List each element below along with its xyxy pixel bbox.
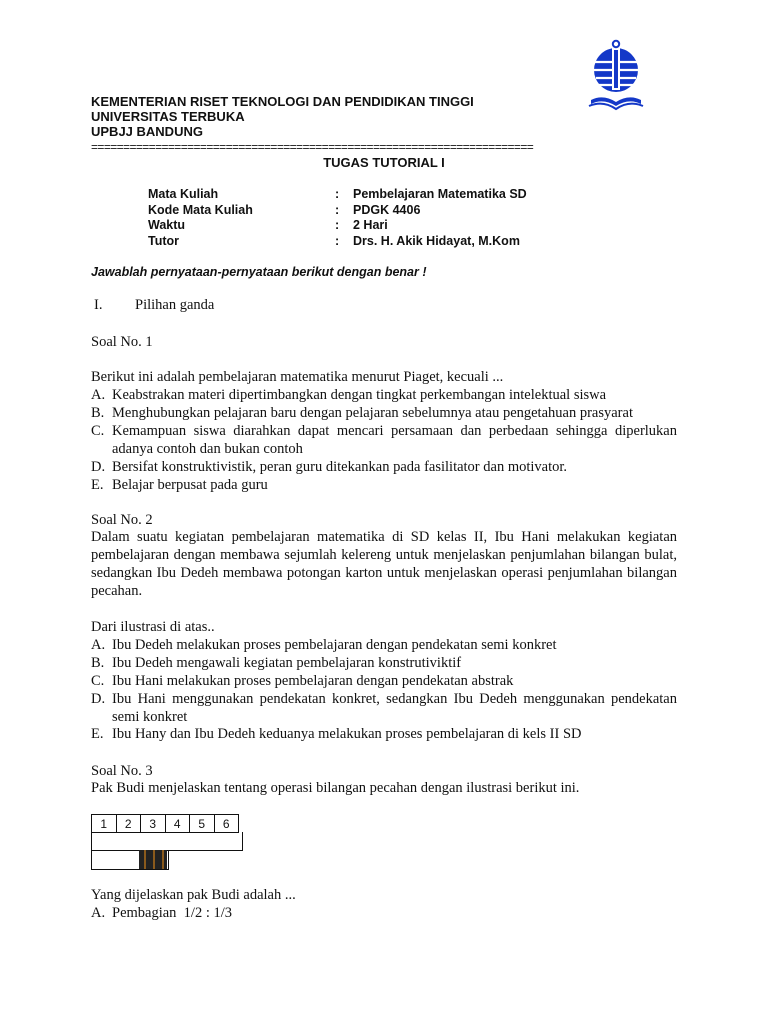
option-letter: C. bbox=[91, 673, 105, 689]
option-letter: A. bbox=[91, 387, 106, 403]
option-e bbox=[91, 476, 677, 494]
q2-text: Dalam suatu kegiatan pembelajaran matematika di SD kelas II, Ibu Hani melakukan kegiatan pembelajaran dengan membawa sejumlah kelereng untuk menjelaskan penjumlahan bilangan bulat, sedangkan Ibu Dedeh membawa potongan karton untuk menjelaskan operasi penjumlahan bilangan pecahan. bbox=[91, 529, 677, 599]
info-colon: : bbox=[335, 187, 340, 201]
option-c bbox=[91, 422, 677, 458]
info-colon: : bbox=[335, 203, 340, 217]
option-text: Ibu Dedeh melakukan proses pembelajaran dengan pendekatan semi konkret bbox=[112, 637, 557, 653]
ministry-name: KEMENTERIAN RISET TEKNOLOGI DAN PENDIDIKAN TINGGI bbox=[91, 94, 474, 109]
info-colon: : bbox=[335, 218, 340, 232]
option-letter: A. bbox=[91, 905, 106, 921]
option-a bbox=[91, 386, 677, 404]
info-value: PDGK 4406 bbox=[353, 203, 421, 217]
option-letter: B. bbox=[91, 405, 105, 421]
option-letter: C. bbox=[91, 423, 105, 439]
option-e bbox=[91, 725, 677, 743]
q1-heading: Soal No. 1 bbox=[91, 334, 153, 350]
q2-heading: Soal No. 2 bbox=[91, 512, 153, 528]
option-b bbox=[91, 404, 677, 422]
strip-cell: 3 bbox=[141, 815, 166, 833]
info-label: Tutor bbox=[148, 234, 180, 248]
header-separator: ===================================================================== bbox=[91, 140, 534, 154]
info-label: Kode Mata Kuliah bbox=[148, 203, 253, 217]
instruction: Jawablah pernyataan-pernyataan berikut dengan benar ! bbox=[91, 265, 427, 279]
university-logo bbox=[583, 38, 649, 114]
option-a bbox=[91, 904, 677, 922]
option-text: Ibu Hani melakukan proses pembelajaran dengan pendekatan abstrak bbox=[112, 673, 514, 689]
info-label: Mata Kuliah bbox=[148, 187, 219, 201]
option-text: Pembagian 1/2 : 1/3 bbox=[112, 905, 233, 921]
shaded-region bbox=[139, 850, 167, 869]
q3-prompt: Yang dijelaskan pak Budi adalah ... bbox=[91, 887, 296, 903]
option-letter: E. bbox=[91, 726, 104, 742]
university-name: UNIVERSITAS TERBUKA bbox=[91, 109, 245, 124]
q2-prompt: Dari ilustrasi di atas.. bbox=[91, 619, 215, 635]
option-text: Ibu Hani menggunakan pendekatan konkret, sedangkan Ibu Dedeh menggunakan pendekatan semi konkret bbox=[112, 691, 677, 725]
strip-cell: 2 bbox=[116, 815, 141, 833]
option-text: Bersifat konstruktivistik, peran guru ditekankan pada fasilitator dan motivator. bbox=[112, 459, 568, 475]
q1-text: Berikut ini adalah pembelajaran matematika menurut Piaget, kecuali ... bbox=[91, 369, 504, 385]
info-value: Pembelajaran Matematika SD bbox=[353, 187, 527, 201]
info-colon: : bbox=[335, 234, 340, 248]
option-text: Ibu Dedeh mengawali kegiatan pembelajaran konstrutiviktif bbox=[112, 655, 462, 671]
strip-cell: 5 bbox=[190, 815, 215, 833]
section-title: Pilihan ganda bbox=[135, 297, 215, 313]
option-letter: A. bbox=[91, 637, 106, 653]
upbjj-name: UPBJJ BANDUNG bbox=[91, 124, 203, 139]
option-text: Menghubungkan pelajaran baru dengan pelajaran sebelumnya atau pengetahuan prasyarat bbox=[112, 405, 633, 421]
option-d bbox=[91, 690, 677, 726]
option-text: Ibu Hany dan Ibu Dedeh keduanya melakukan proses pembelajaran di kels II SD bbox=[112, 726, 582, 742]
option-c bbox=[91, 672, 677, 690]
strip-cell: 4 bbox=[165, 815, 190, 833]
info-value: 2 Hari bbox=[353, 218, 388, 232]
fraction-strip-table bbox=[91, 814, 239, 833]
option-letter: E. bbox=[91, 477, 104, 493]
strip-cell: 1 bbox=[92, 815, 117, 833]
option-text: Keabstrakan materi dipertimbangkan dengan tingkat perkembangan intelektual siswa bbox=[112, 387, 607, 403]
info-label: Waktu bbox=[148, 218, 186, 232]
q3-heading: Soal No. 3 bbox=[91, 763, 153, 779]
section-number: I. bbox=[94, 297, 103, 313]
strip-cell: 6 bbox=[214, 815, 239, 833]
info-value: Drs. H. Akik Hidayat, M.Kom bbox=[353, 234, 520, 248]
option-text: Kemampuan siswa diarahkan dapat mencari persamaan dan perbedaan sehingga diperlukan adanya contoh dan bukan contoh bbox=[112, 423, 677, 457]
option-letter: D. bbox=[91, 459, 106, 475]
option-text: Belajar berpusat pada guru bbox=[112, 477, 268, 493]
page-title: TUGAS TUTORIAL I bbox=[323, 155, 445, 170]
option-d bbox=[91, 458, 677, 476]
option-letter: D. bbox=[91, 691, 106, 707]
q3-text: Pak Budi menjelaskan tentang operasi bilangan pecahan dengan ilustrasi berikut ini. bbox=[91, 780, 580, 796]
option-letter: B. bbox=[91, 655, 105, 671]
strip-row-half bbox=[91, 832, 243, 851]
option-a bbox=[91, 636, 677, 654]
universitas-terbuka-logo-icon bbox=[583, 38, 649, 114]
option-b bbox=[91, 654, 677, 672]
